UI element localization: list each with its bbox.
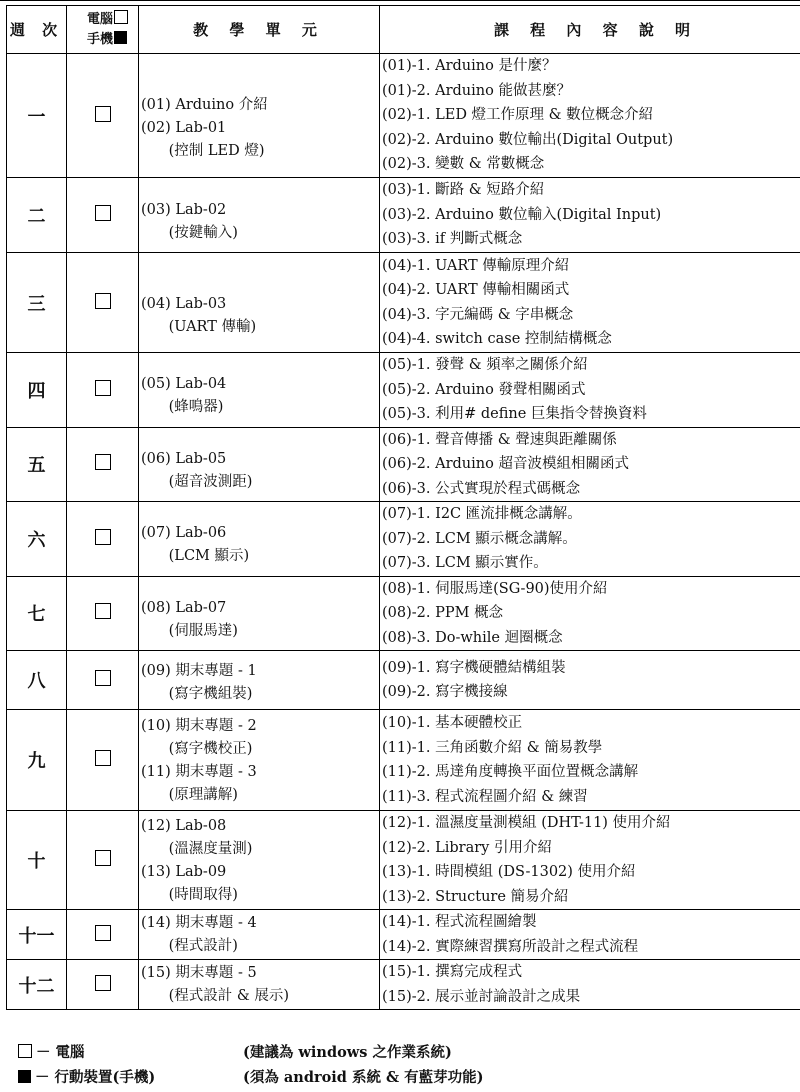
description-line: (14)-2. 實際練習撰寫所設計之程式流程 — [382, 938, 639, 955]
unit-cell — [139, 651, 380, 710]
description-line: (04)-4. switch case 控制結構概念 — [382, 331, 612, 347]
filled-box-icon — [114, 31, 127, 44]
description-cell — [380, 910, 800, 960]
description-line: (01)-2. Arduino 能做甚麼？ — [382, 82, 571, 99]
table-row — [7, 502, 800, 577]
week-cell: 五 — [7, 427, 67, 502]
description-line: (06)-2. Arduino 超音波模組相關函式 — [382, 456, 629, 472]
unit-line: (蜂鳴器) — [141, 399, 224, 416]
week-cell: 九 — [7, 710, 67, 811]
unit-cell — [139, 502, 380, 577]
device-cell — [67, 427, 139, 502]
description-cell — [380, 960, 800, 1010]
description-line: (05)-1. 發聲 & 頻率之關係介紹 — [382, 357, 588, 373]
description-cell — [380, 353, 800, 428]
description-line: (10)-1. 基本硬體校正 — [382, 715, 523, 731]
empty-box-icon — [114, 10, 128, 24]
description-cell — [380, 710, 800, 811]
course-schedule-table — [6, 5, 800, 1010]
description-line: (03)-2. Arduino 數位輸入(Digital Input) — [382, 206, 662, 223]
description-line: (06)-1. 聲音傳播 & 聲速與距離關係 — [382, 431, 617, 448]
description-line: (09)-2. 寫字機接線 — [382, 684, 508, 700]
table-row — [7, 427, 800, 502]
computer-checkbox[interactable] — [95, 850, 111, 866]
table-row — [7, 576, 800, 651]
description-cell — [380, 502, 800, 577]
description-line: (07)-1. I2C 匯流排概念講解。 — [382, 506, 582, 522]
legend-computer — [18, 1041, 452, 1062]
unit-line: (03) Lab-02 — [141, 201, 227, 218]
computer-checkbox[interactable] — [95, 975, 111, 991]
unit-line: (原理講解) — [141, 787, 238, 803]
week-cell: 六 — [7, 502, 67, 577]
computer-checkbox[interactable] — [95, 293, 111, 309]
unit-line: (按鍵輸入) — [141, 224, 238, 241]
unit-line: (超音波測距) — [141, 473, 253, 490]
week-cell: 十 — [7, 811, 67, 910]
legend-mobile-note: (須為 android 系統 & 有藍芽功能) — [243, 1069, 484, 1086]
table-row — [7, 910, 800, 960]
unit-cell — [139, 710, 380, 811]
computer-checkbox[interactable] — [95, 454, 111, 470]
unit-line: (06) Lab-05 — [141, 450, 227, 467]
description-line: (11)-2. 馬達角度轉換平面位置概念講解 — [382, 764, 639, 780]
table-row — [7, 178, 800, 253]
description-line: (02)-3. 變數 & 常數概念 — [382, 156, 545, 173]
description-line: (03)-1. 斷路 & 短路介紹 — [382, 182, 545, 199]
description-line: (02)-1. LED 燈工作原理 & 數位概念介紹 — [382, 107, 654, 124]
device-header-computer: 電腦 — [87, 11, 114, 27]
week-cell: 十二 — [7, 960, 67, 1010]
week-cell: 十一 — [7, 910, 67, 960]
unit-cell — [139, 910, 380, 960]
description-line: (14)-1. 程式流程圖繪製 — [382, 914, 537, 930]
description-line: (09)-1. 寫字機硬體結構組裝 — [382, 659, 566, 676]
description-line: (12)-1. 溫濕度量測模組 (DHT-11) 使用介紹 — [382, 815, 671, 831]
unit-line: (15) 期末專題 - 5 — [141, 964, 257, 981]
unit-line: (LCM 顯示) — [141, 548, 250, 565]
description-line: (11)-1. 三角函數介紹 & 簡易教學 — [382, 739, 603, 756]
unit-line: (程式設計) — [141, 937, 238, 954]
description-line: (04)-2. UART 傳輸相關函式 — [382, 282, 570, 298]
unit-line: (UART 傳輸) — [141, 318, 257, 335]
week-cell: 一 — [7, 54, 67, 178]
filled-box-icon — [18, 1070, 31, 1083]
unit-cell — [139, 960, 380, 1010]
table-row — [7, 710, 800, 811]
computer-checkbox[interactable] — [95, 106, 111, 122]
unit-line: (09) 期末專題 - 1 — [141, 663, 257, 679]
unit-line: (14) 期末專題 - 4 — [141, 914, 257, 931]
unit-line: (控制 LED 燈) — [141, 143, 265, 159]
description-header: 課 程 內 容 說 明 — [380, 6, 800, 54]
device-header-phone: 手機 — [87, 31, 114, 47]
description-cell — [380, 576, 800, 651]
device-cell — [67, 253, 139, 353]
unit-line: (伺服馬達) — [141, 622, 238, 639]
unit-line: (11) 期末專題 - 3 — [141, 764, 257, 780]
week-cell: 三 — [7, 253, 67, 353]
description-cell — [380, 253, 800, 353]
week-cell: 四 — [7, 353, 67, 428]
description-line: (08)-3. Do-while 迴圈概念 — [382, 629, 563, 646]
unit-cell — [139, 353, 380, 428]
description-cell — [380, 651, 800, 710]
unit-line: (08) Lab-07 — [141, 599, 227, 616]
week-cell: 八 — [7, 651, 67, 710]
unit-line: (溫濕度量測) — [141, 841, 253, 857]
device-cell — [67, 710, 139, 811]
description-line: (15)-1. 撰寫完成程式 — [382, 964, 523, 980]
description-line: (08)-2. PPM 概念 — [382, 605, 504, 621]
device-cell — [67, 811, 139, 910]
description-line: (11)-3. 程式流程圖介紹 & 練習 — [382, 788, 588, 805]
description-line: (13)-1. 時間模組 (DS-1302) 使用介紹 — [382, 864, 636, 880]
description-line: (02)-2. Arduino 數位輸出(Digital Output) — [382, 131, 674, 148]
device-cell — [67, 910, 139, 960]
unit-cell — [139, 811, 380, 910]
computer-checkbox[interactable] — [95, 529, 111, 545]
description-line: (07)-3. LCM 顯示實作。 — [382, 555, 548, 571]
unit-cell — [139, 54, 380, 178]
table-row — [7, 960, 800, 1010]
device-cell — [67, 960, 139, 1010]
unit-line: (02) Lab-01 — [141, 120, 227, 136]
empty-box-icon — [18, 1044, 32, 1058]
legend-mobile — [18, 1066, 484, 1087]
description-line: (07)-2. LCM 顯示概念講解。 — [382, 530, 577, 547]
legend-computer-note: (建議為 windows 之作業系統) — [243, 1044, 452, 1061]
description-line: (12)-2. Library 引用介紹 — [382, 839, 552, 856]
table-row — [7, 651, 800, 710]
unit-line: (寫字機組裝) — [141, 686, 253, 702]
table-row — [7, 811, 800, 910]
legend-computer-label: － 電腦 — [36, 1044, 85, 1061]
unit-line: (寫字機校正) — [141, 741, 253, 757]
description-line: (04)-3. 字元編碼 & 字串概念 — [382, 306, 574, 323]
computer-checkbox[interactable] — [95, 205, 111, 221]
computer-checkbox[interactable] — [95, 380, 111, 396]
description-cell — [380, 54, 800, 178]
description-cell — [380, 811, 800, 910]
device-cell — [67, 54, 139, 178]
description-cell — [380, 178, 800, 253]
unit-line: (13) Lab-09 — [141, 864, 227, 880]
unit-cell — [139, 253, 380, 353]
device-cell — [67, 502, 139, 577]
device-cell — [67, 353, 139, 428]
computer-checkbox[interactable] — [95, 670, 111, 686]
computer-checkbox[interactable] — [95, 925, 111, 941]
unit-cell — [139, 576, 380, 651]
description-line: (08)-1. 伺服馬達(SG-90)使用介紹 — [382, 580, 608, 597]
week-cell: 二 — [7, 178, 67, 253]
device-cell — [67, 178, 139, 253]
computer-checkbox[interactable] — [95, 750, 111, 766]
description-line: (13)-2. Structure 簡易介紹 — [382, 888, 569, 905]
description-line: (15)-2. 展示並討論設計之成果 — [382, 988, 581, 1005]
week-header: 週 次 — [7, 6, 67, 54]
unit-line: (程式設計 & 展示) — [141, 987, 290, 1004]
description-line: (04)-1. UART 傳輸原理介紹 — [382, 257, 570, 274]
header-row — [7, 6, 800, 54]
unit-line: (01) Arduino 介紹 — [141, 97, 268, 113]
unit-header: 教 學 單 元 — [139, 6, 380, 54]
table-row — [7, 353, 800, 428]
unit-cell — [139, 178, 380, 253]
device-cell — [67, 651, 139, 710]
computer-checkbox[interactable] — [95, 603, 111, 619]
description-line: (06)-3. 公式實現於程式碼概念 — [382, 480, 581, 497]
device-cell — [67, 576, 139, 651]
description-cell — [380, 427, 800, 502]
unit-line: (04) Lab-03 — [141, 295, 227, 312]
description-line: (03)-3. if 判斷式概念 — [382, 231, 523, 248]
unit-cell — [139, 427, 380, 502]
unit-line: (10) 期末專題 - 2 — [141, 718, 257, 734]
unit-line: (時間取得) — [141, 887, 238, 903]
unit-line: (05) Lab-04 — [141, 376, 227, 393]
table-row — [7, 54, 800, 178]
device-header — [67, 6, 139, 54]
unit-line: (12) Lab-08 — [141, 818, 227, 834]
description-line: (05)-2. Arduino 發聲相關函式 — [382, 381, 586, 398]
unit-line: (07) Lab-06 — [141, 525, 227, 542]
legend-mobile-label: － 行動裝置(手機) — [35, 1069, 156, 1086]
table-row — [7, 253, 800, 353]
description-line: (01)-1. Arduino 是什麼？ — [382, 58, 557, 75]
description-line: (05)-3. 利用# define 巨集指令替換資料 — [382, 406, 647, 422]
week-cell: 七 — [7, 576, 67, 651]
